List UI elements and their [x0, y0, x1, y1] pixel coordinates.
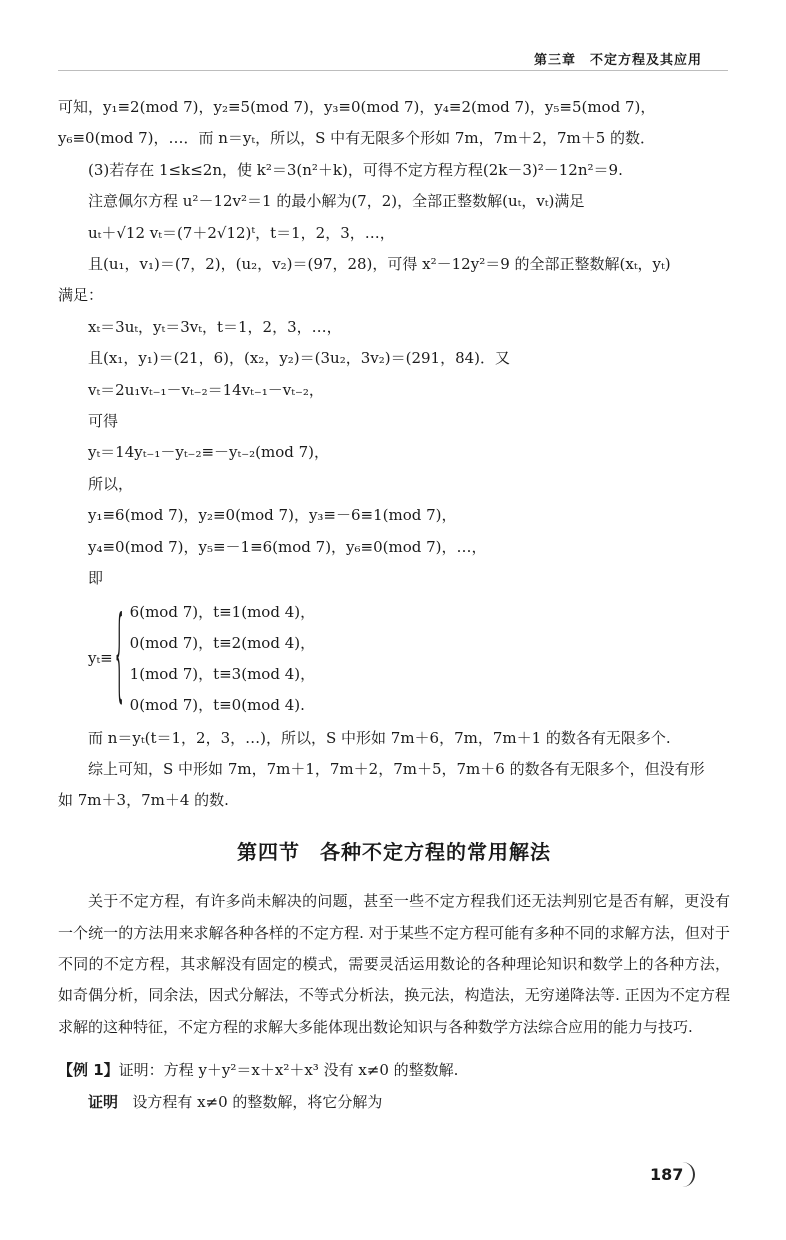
text-line: 满足：: [58, 286, 104, 305]
proof-line: [58, 1087, 730, 1118]
example-label: 【例 1】: [58, 1061, 119, 1080]
text-line: 可知，y₁≡2(mod 7)，y₂≡5(mod 7)，y₃≡0(mod 7)，y₄≡2(mod 7)，y₅≡5(mod 7)，: [58, 98, 656, 116]
section-number: 第四节: [237, 839, 300, 864]
example-text: 证明：方程 y＋y²＝x＋x²＋x³ 没有 x≠0 的整数解.: [118, 1061, 459, 1080]
proof-text: 设方程有 x≠0 的整数解，将它分解为: [132, 1092, 383, 1111]
formula-line: vₜ＝2u₁vₜ₋₁－vₜ₋₂＝14vₜ₋₁－vₜ₋₂，: [88, 380, 324, 399]
formula-line: yₜ＝14yₜ₋₁－yₜ₋₂≡－yₜ₋₂(mod 7)，: [88, 443, 330, 462]
page-number: 187: [648, 1162, 695, 1187]
text-line: 综上可知，S 中形如 7m，7m＋1，7m＋2，7m＋5，7m＋6 的数各有无限多个，但没有形: [88, 759, 705, 778]
case-row: 0(mod 7)，t≡2(mod 4)，: [129, 633, 316, 652]
formula-line: y₁≡6(mod 7)，y₂≡0(mod 7)，y₃≡－6≡1(mod 7)，: [88, 506, 457, 525]
left-brace-icon: {: [114, 600, 124, 717]
text-line: 所以，: [88, 474, 134, 493]
text-line: (3)若存在 1≤k≤2n，使 k²＝3(n²＋k)，可得不定方程方程(2k－3)²－12n²＝9.: [88, 160, 623, 179]
running-header: [534, 49, 702, 68]
intro-paragraph: 关于不定方程，有许多尚未解决的问题，甚至一些不定方程我们还无法判别它是否有解，更没有一个统一的方法用来求解各种各样的不定方程. 对于某些不定方程可能有多种不同的求解方法，但对于不同的不定方程，其求解没有固定的模式，需要灵活运用数论的各种理论知识和数学上的各种方法，如奇偶分析，同余法，因式分解法，不等式分析法，换元法，构造法，无穷递降法等. 正因为不定方程求解的这种特征，不定方程的求解大多能体现出数论知识与各种数学方法综合应用的能力与技巧.: [58, 892, 730, 1036]
piecewise-formula: [58, 595, 730, 723]
case-row: 0(mod 7)，t≡0(mod 4).: [129, 695, 305, 714]
chapter-title: 不定方程及其应用: [589, 53, 702, 68]
formula-line: y₄≡0(mod 7)，y₅≡－1≡6(mod 7)，y₆≡0(mod 7)，…，: [88, 537, 487, 556]
chapter-number: 第三章: [533, 53, 576, 68]
section-heading: [58, 837, 730, 868]
formula-line: xₜ＝3uₜ，yₜ＝3vₜ，t＝1，2，3，…，: [88, 317, 342, 336]
header-rule: [58, 70, 728, 71]
section-title: 各种不定方程的常用解法: [320, 839, 551, 864]
piecewise-lhs: yₜ≡: [88, 648, 113, 667]
text-line: 注意佩尔方程 u²－12v²＝1 的最小解为(7，2)，全部正整数解(uₜ，vₜ)满足: [88, 192, 585, 211]
example-statement: [58, 1055, 730, 1086]
page-content: [58, 92, 730, 1118]
case-row: 1(mod 7)，t≡3(mod 4)，: [129, 664, 316, 683]
text-line: y₆≡0(mod 7)，…．而 n＝yₜ，所以，S 中有无限多个形如 7m，7m＋2，7m＋5 的数．: [58, 129, 656, 148]
formula-line: uₜ＋√12 vₜ＝(7＋2√12)ᵗ，t＝1，2，3，…，: [88, 223, 395, 242]
proof-label: 证明: [88, 1092, 119, 1111]
text-line: 且(x₁，y₁)＝(21，6)，(x₂，y₂)＝(3u₂，3v₂)＝(291，84)．又: [88, 349, 511, 368]
text-line: 且(u₁，v₁)＝(7，2)，(u₂，v₂)＝(97，28)，可得 x²－12y²＝9 的全部正整数解(xₜ，yₜ): [88, 255, 671, 274]
text-line: 即: [88, 569, 104, 588]
text-line: 可得: [88, 412, 119, 431]
text-line: 而 n＝yₜ(t＝1，2，3，…)，所以，S 中形如 7m＋6，7m，7m＋1 的数各有无限多个.: [88, 728, 671, 747]
case-row: 6(mod 7)，t≡1(mod 4)，: [129, 602, 316, 621]
piecewise-cases: [130, 597, 315, 721]
text-line: 如 7m＋3，7m＋4 的数.: [58, 791, 229, 810]
